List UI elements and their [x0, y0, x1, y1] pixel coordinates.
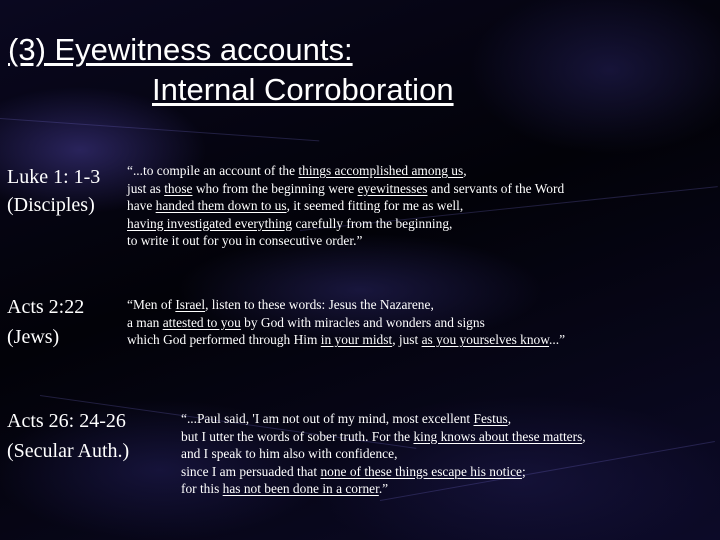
quote-text: a man: [127, 314, 163, 330]
underlined-phrase: none of these things escape his notice: [320, 463, 522, 479]
scripture-reference: Acts 2:22: [7, 296, 85, 318]
underlined-phrase: handed them down to us: [155, 198, 287, 213]
quote-text: for this: [181, 481, 223, 496]
audience-label: (Disciples): [7, 194, 95, 216]
quote-text: ,: [582, 428, 586, 444]
quote-text: .”: [378, 481, 389, 496]
quote-text: which God performed through Him: [127, 332, 321, 347]
quote-text: , listen to these words: Jesus the Nazarene,: [205, 297, 434, 312]
underlined-phrase: those: [164, 180, 193, 196]
quote-line: [181, 428, 586, 446]
quote-text: but I utter the words of sober truth. For the: [181, 428, 414, 444]
quote-line: [127, 162, 564, 180]
quote-line: [181, 410, 586, 428]
quote-line: [127, 180, 564, 198]
underlined-phrase: as you yourselves know: [421, 332, 550, 347]
underlined-phrase: eyewitnesses: [357, 180, 428, 196]
underlined-phrase: having investigated everything: [127, 215, 293, 231]
quote-text: ;: [521, 463, 526, 479]
quote-text: and servants of the Word: [427, 180, 565, 196]
underlined-phrase: Festus: [473, 411, 508, 426]
scripture-reference: Luke 1: 1-3: [7, 166, 101, 188]
slide-title-line-2: Internal Corroboration: [152, 72, 454, 107]
background-streak: [0, 118, 319, 141]
quote-text: and I speak to him also with confidence,: [181, 446, 398, 461]
slide-title-line-1: (3) Eyewitness accounts:: [8, 32, 353, 67]
scripture-quote: [127, 296, 565, 349]
underlined-phrase: in your midst: [320, 332, 393, 347]
quote-text: ,: [507, 411, 512, 426]
quote-line: [181, 480, 586, 498]
quote-line: [127, 215, 564, 233]
quote-text: carefully from the beginning,: [292, 215, 453, 231]
quote-line: [181, 463, 586, 481]
underlined-phrase: has not been done in a corner: [222, 481, 379, 496]
underlined-phrase: attested to you: [162, 314, 241, 330]
underlined-phrase: king knows about these matters: [413, 428, 583, 444]
scripture-quote: [127, 162, 564, 250]
underlined-phrase: things accomplished among us: [298, 163, 464, 178]
quote-text: “...to compile an account of the: [127, 163, 299, 178]
quote-line: [181, 445, 586, 463]
quote-text: since I am persuaded that: [181, 463, 321, 479]
quote-text: have: [127, 198, 156, 213]
quote-text: to write it out for you in consecutive order.”: [127, 233, 363, 248]
quote-text: by God with miracles and wonders and signs: [240, 314, 485, 330]
audience-label: (Secular Auth.): [7, 440, 130, 462]
scripture-reference: Acts 26: 24-26: [7, 410, 126, 432]
quote-line: [127, 232, 564, 250]
underlined-phrase: Israel: [175, 297, 206, 312]
quote-text: , it seemed fitting for me as well,: [286, 198, 464, 213]
audience-label: (Jews): [7, 326, 60, 348]
quote-text: ...”: [549, 332, 566, 347]
quote-text: just as: [127, 180, 165, 196]
quote-text: who from the beginning were: [192, 180, 358, 196]
quote-line: [127, 197, 564, 215]
quote-text: “Men of: [127, 297, 176, 312]
quote-line: [127, 296, 565, 314]
quote-text: , just: [392, 332, 422, 347]
quote-text: “...Paul said, 'I am not out of my mind, most excellent: [181, 411, 474, 426]
quote-text: ,: [463, 163, 467, 178]
quote-line: [127, 331, 565, 349]
quote-line: [127, 314, 565, 332]
scripture-quote: [181, 410, 586, 498]
